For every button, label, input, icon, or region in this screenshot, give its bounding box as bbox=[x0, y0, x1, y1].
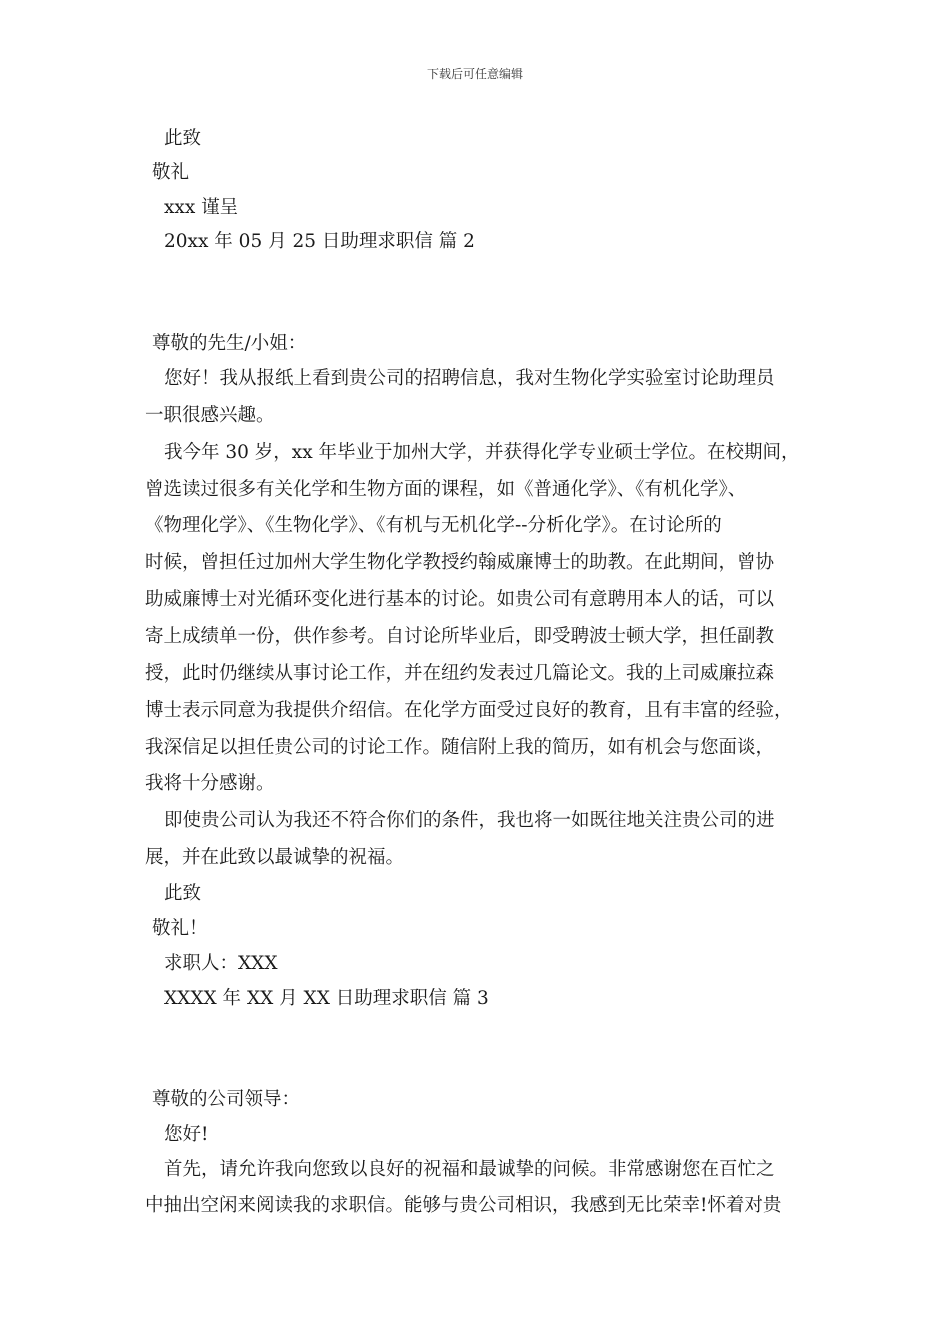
regards-line: 敬礼 bbox=[152, 162, 190, 183]
paragraph-line: 首先，请允许我向您致以良好的祝福和最诚挚的问候。非常感谢您在百忙之 bbox=[164, 1159, 775, 1180]
regards-line: 敬礼！ bbox=[152, 918, 208, 939]
paragraph-line: 展，并在此致以最诚挚的祝福。 bbox=[145, 847, 405, 868]
greeting-line: 您好! bbox=[164, 1124, 209, 1145]
paragraph-line: 助威廉博士对光循环变化进行基本的讨论。如贵公司有意聘用本人的话，可以 bbox=[145, 589, 775, 610]
date-and-section-title: 20xx 年 05 月 25 日助理求职信 篇 2 bbox=[164, 231, 475, 252]
paragraph-line: 寄上成绩单一份，供作参考。自讨论所毕业后，即受聘波士顿大学，担任副教 bbox=[145, 626, 775, 647]
page-header-note: 下载后可任意编辑 bbox=[426, 67, 523, 81]
paragraph-line: 《物理化学》、《生物化学》、《有机与无机化学--分析化学》。在讨论所的 bbox=[145, 515, 722, 536]
paragraph-line: 博士表示同意为我提供介绍信。在化学方面受过良好的教育，且有丰富的经验， bbox=[145, 700, 793, 721]
signature-line: 求职人：XXX bbox=[164, 953, 278, 974]
paragraph-line: 您好！我从报纸上看到贵公司的招聘信息，我对生物化学实验室讨论助理员 bbox=[164, 368, 775, 389]
paragraph-line: 我今年 30 岁，xx 年毕业于加州大学，并获得化学专业硕士学位。在校期间， bbox=[164, 442, 800, 463]
closing-line: 此致 bbox=[164, 883, 202, 904]
paragraph-line: 我深信足以担任贵公司的讨论工作。随信附上我的简历，如有机会与您面谈， bbox=[145, 737, 775, 758]
signature-line: xxx 谨呈 bbox=[164, 197, 239, 218]
paragraph-line: 授，此时仍继续从事讨论工作，并在纽约发表过几篇论文。我的上司威廉拉森 bbox=[145, 663, 775, 684]
paragraph-line: 曾选读过很多有关化学和生物方面的课程，如《普通化学》、《有机化学》、 bbox=[145, 479, 747, 500]
date-and-section-title: XXXX 年 XX 月 XX 日助理求职信 篇 3 bbox=[164, 988, 489, 1009]
letter-salutation: 尊敬的公司领导： bbox=[152, 1089, 301, 1110]
paragraph-line: 中抽出空闲来阅读我的求职信。能够与贵公司相识，我感到无比荣幸!怀着对贵 bbox=[145, 1195, 782, 1216]
paragraph-line: 即使贵公司认为我还不符合你们的条件，我也将一如既往地关注贵公司的进 bbox=[164, 810, 775, 831]
paragraph-line: 时候，曾担任过加州大学生物化学教授约翰威廉博士的助教。在此期间，曾协 bbox=[145, 552, 775, 573]
paragraph-line: 一职很感兴趣。 bbox=[145, 405, 275, 426]
closing-line: 此致 bbox=[164, 128, 202, 149]
letter-salutation: 尊敬的先生/小姐： bbox=[152, 333, 307, 354]
paragraph-line: 我将十分感谢。 bbox=[145, 773, 275, 794]
